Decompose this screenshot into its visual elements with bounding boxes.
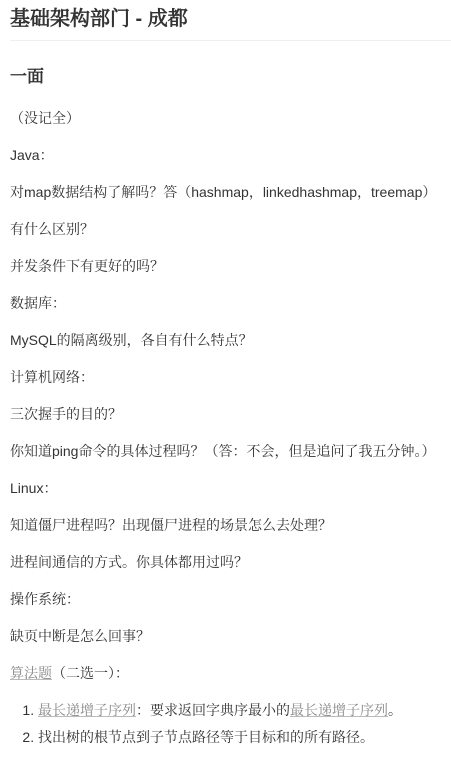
lis-link-2[interactable]: 最长递增子序列: [290, 702, 388, 718]
linux-heading: Linux：: [10, 480, 58, 496]
question-mysql-isolation: MySQL的隔离级别，各自有什么特点？: [10, 332, 253, 348]
page-title: 基础架构部门 - 成都: [10, 0, 451, 41]
list-item: [38, 700, 451, 720]
question-handshake: 三次握手的目的？: [10, 406, 122, 422]
java-heading: Java：: [10, 147, 54, 163]
article-body: [10, 108, 451, 683]
note-paragraph: （没记全）: [10, 110, 80, 126]
list-item: [38, 727, 451, 747]
algorithm-link[interactable]: 算法题: [10, 665, 52, 681]
question-map: 对map数据结构了解吗？答（hashmap，linkedhashmap，treemap）: [10, 184, 437, 200]
algorithm-suffix: （二选一）：: [52, 665, 129, 681]
question-page-fault: 缺页中断是怎么回事？: [10, 628, 150, 644]
question-zombie-process: 知道僵尸进程吗？出现僵尸进程的场景怎么去处理？: [10, 517, 332, 533]
algorithm-heading: [10, 663, 451, 683]
question-ping: 你知道ping命令的具体过程吗？（答：不会，但是追问了我五分钟。）: [10, 443, 436, 459]
list-item-text: ：要求返回字典序最小的: [136, 702, 290, 718]
database-heading: 数据库：: [10, 295, 66, 311]
question-concurrency: 并发条件下有更好的吗？: [10, 258, 164, 274]
lis-link[interactable]: 最长递增子序列: [38, 702, 136, 718]
question-ipc: 进程间通信的方式。你具体都用过吗？: [10, 554, 248, 570]
list-item-text: 找出树的根节点到子节点路径等于目标和的所有路径。: [38, 729, 374, 745]
list-item-end: 。: [388, 702, 402, 718]
algorithm-list: [10, 700, 451, 747]
network-heading: 计算机网络：: [10, 369, 94, 385]
section-heading: 一面: [10, 67, 44, 86]
os-heading: 操作系统：: [10, 591, 80, 607]
question-difference: 有什么区别？: [10, 221, 94, 237]
